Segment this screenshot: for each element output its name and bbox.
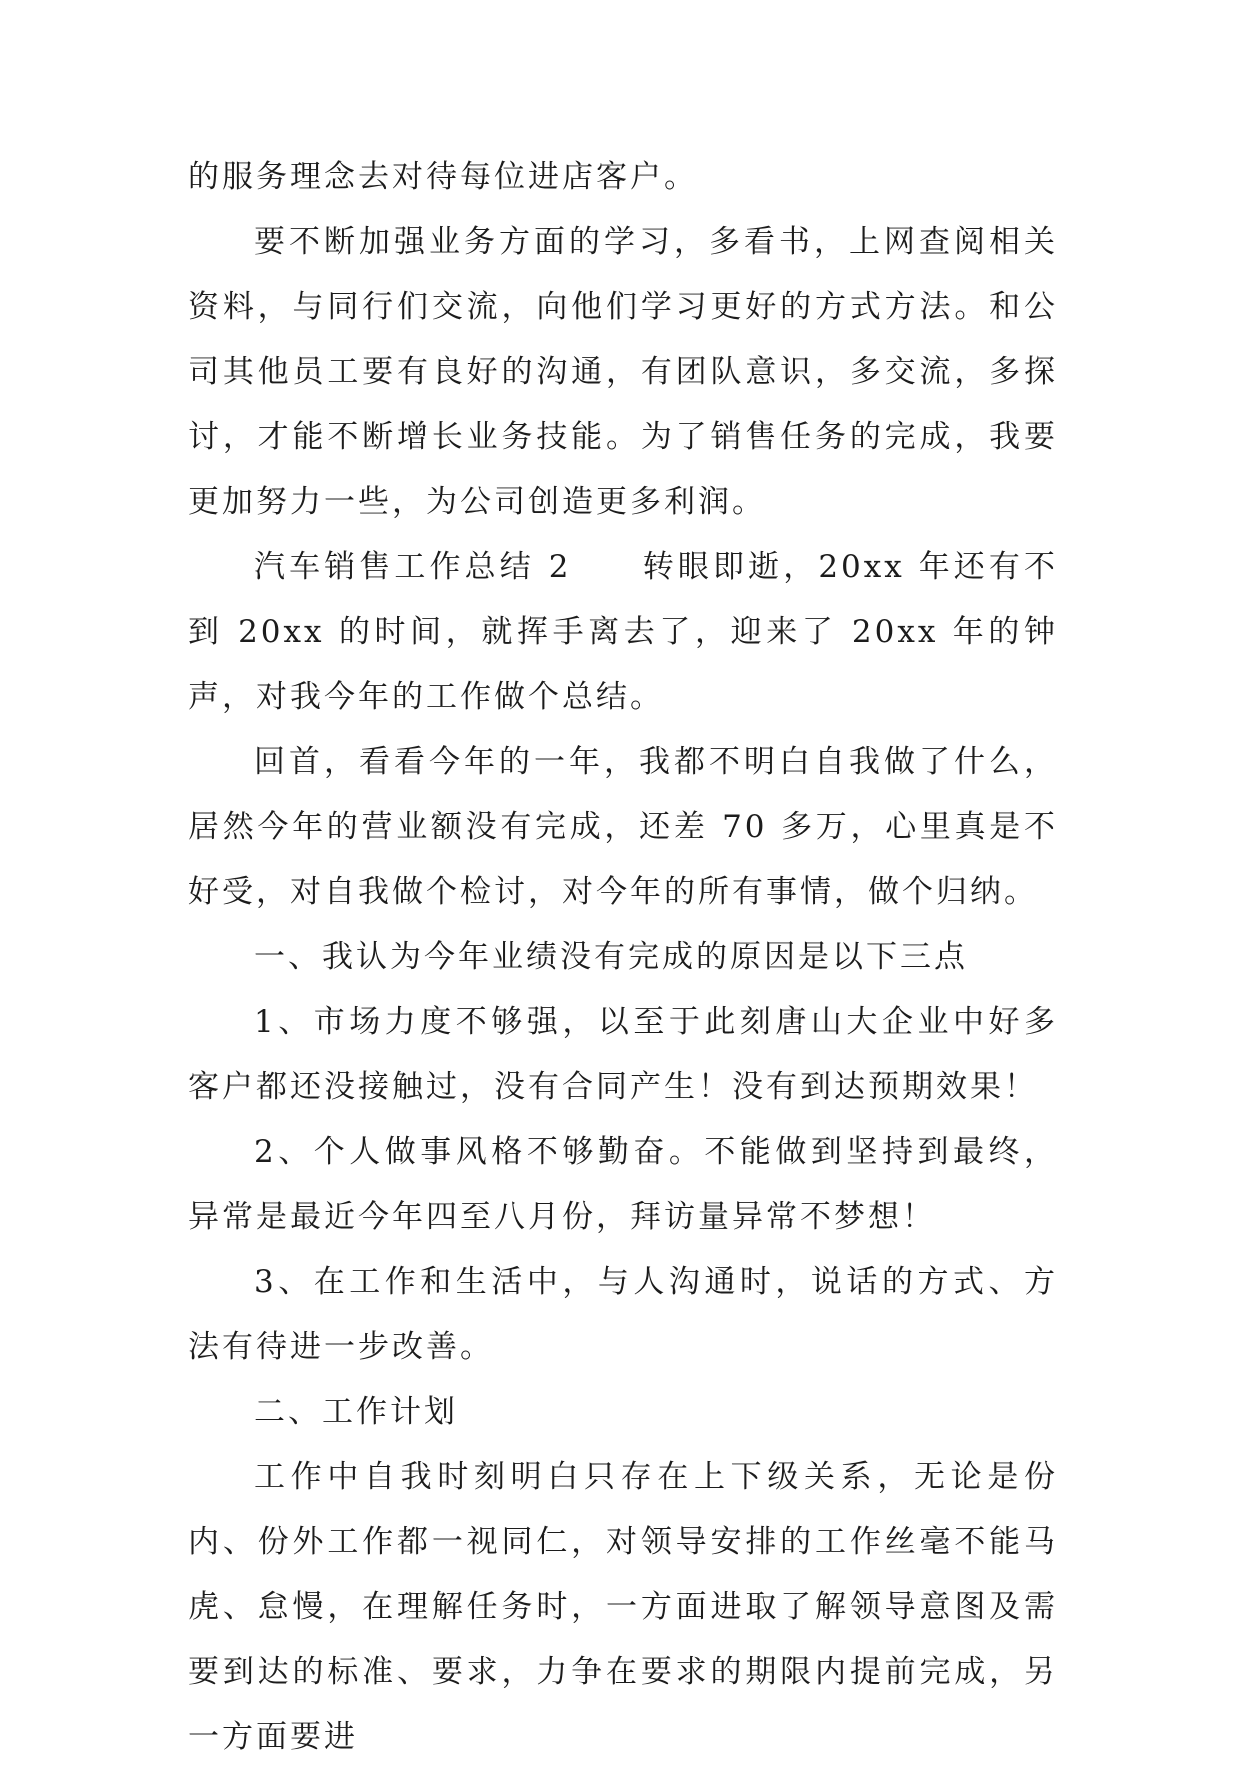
paragraph: 回首，看看今年的一年，我都不明白自我做了什么，居然今年的营业额没有完成，还差 70 多万，心里真是不好受，对自我做个检讨，对今年的所有事情，做个归纳。 bbox=[188, 744, 1058, 910]
paragraph: 汽车销售工作总结 2 转眼即逝，20xx 年还有不到 20xx 的时间，就挥手离去了，迎来了 20xx 年的钟声，对我今年的工作做个总结。 bbox=[188, 549, 1058, 715]
list-item: 2、个人做事风格不够勤奋。不能做到坚持到最终，异常是最近今年四至八月份，拜访量异常不梦想！ bbox=[188, 1134, 1058, 1235]
section-heading: 二、工作计划 bbox=[254, 1394, 458, 1430]
list-item: 3、在工作和生活中，与人沟通时，说话的方式、方法有待进一步改善。 bbox=[188, 1264, 1058, 1365]
paragraph: 的服务理念去对待每位进店客户。 bbox=[188, 159, 698, 195]
list-item: 1、市场力度不够强，以至于此刻唐山大企业中好多客户都还没接触过，没有合同产生！没有到达预期效果！ bbox=[188, 1004, 1058, 1105]
paragraph: 要不断加强业务方面的学习，多看书，上网查阅相关资料，与同行们交流，向他们学习更好的方式方法。和公司其他员工要有良好的沟通，有团队意识，多交流，多探讨，才能不断增长业务技能。为了销售任务的完成，我要更加努力一些，为公司创造更多利润。 bbox=[188, 224, 1058, 520]
document-body bbox=[188, 145, 1058, 1770]
section-heading: 一、我认为今年业绩没有完成的原因是以下三点 bbox=[254, 939, 968, 975]
paragraph: 工作中自我时刻明白只存在上下级关系，无论是份内、份外工作都一视同仁，对领导安排的工作丝毫不能马虎、怠慢，在理解任务时，一方面进取了解领导意图及需要到达的标准、要求，力争在要求的期限内提前完成，另一方面要进 bbox=[188, 1459, 1058, 1755]
